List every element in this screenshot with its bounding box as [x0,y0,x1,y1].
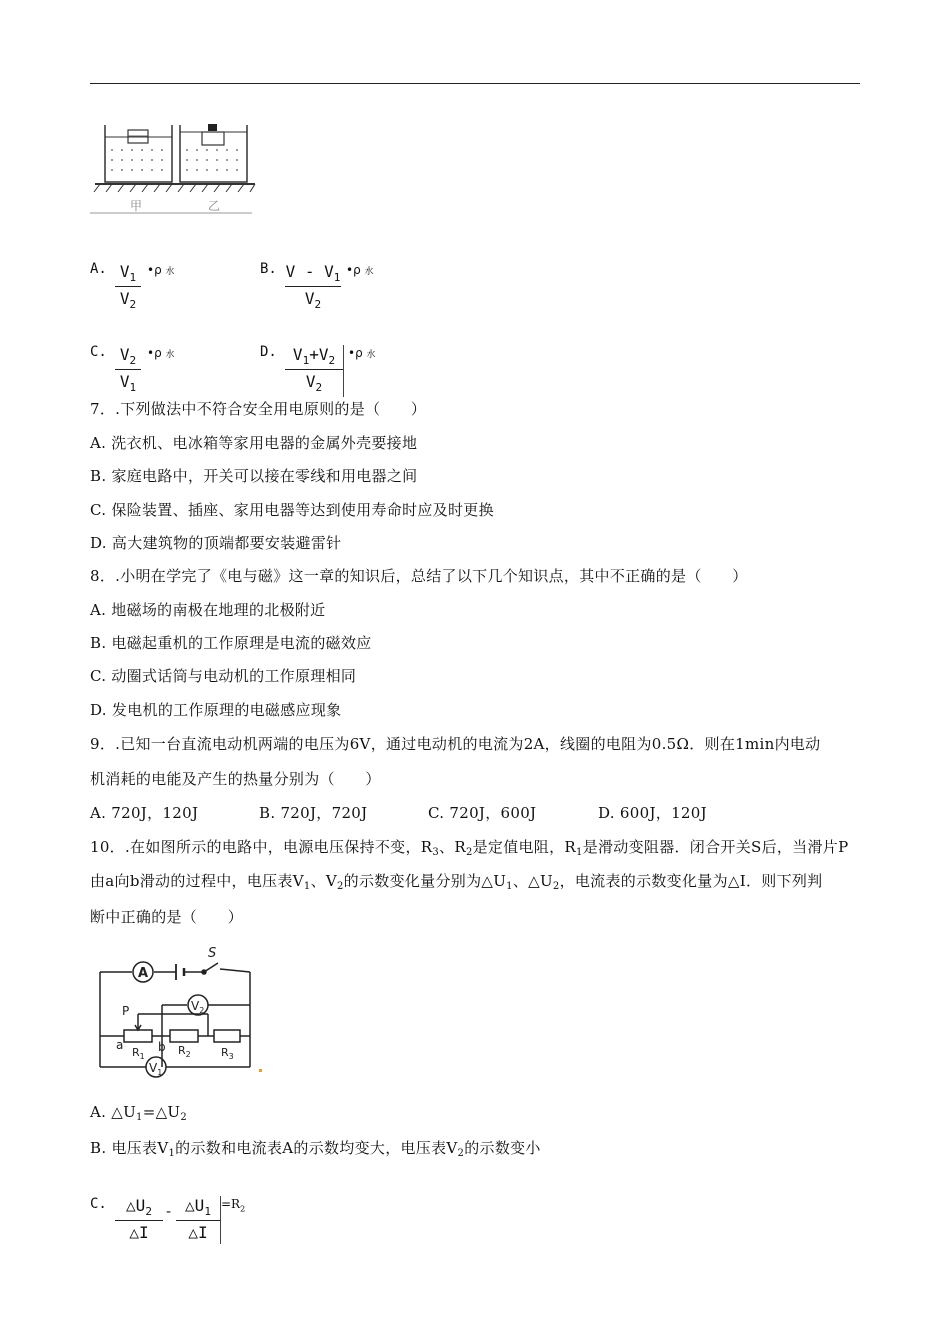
q6-option-b-rho: •ρ 水 [346,263,374,277]
q6-option-c-label[interactable]: C. [90,344,107,360]
q7-option-a[interactable]: A. 洗衣机、电冰箱等家用电器的金属外壳要接地 [90,434,418,452]
r3-label: $R_3$ [221,1046,234,1061]
q10-stem-line1: 10．.在如图所示的电路中，电源电压保持不变，$R_3$、$R_2$是定值电阻，$R_1$是滑动变阻器．闭合开关S后，当滑片P [90,838,849,858]
q7-option-d[interactable]: D. 高大建筑物的顶端都要安装避雷针 [90,534,342,552]
q10-option-c-minus: - [166,1202,172,1220]
stray-mark [259,1069,262,1072]
q10-stem-line2: 由a向b滑动的过程中，电压表$V_1$、$V_2$的示数变化量分别为$\triangle U_1$、$\triangle U_2$，电流表的示数变化量为△I．则下列判 [90,872,823,892]
q6-option-a-fraction: $V_1$ $V_2$ [115,262,141,311]
q6-option-b-label[interactable]: B. [260,261,277,277]
q6-option-d-rho: •ρ 水 [348,346,376,360]
q10-option-a[interactable]: A. $\triangle U_1=\triangle U_2$ [90,1103,188,1123]
q7-option-c[interactable]: C. 保险装置、插座、家用电器等达到使用寿命时应及时更换 [90,501,494,519]
q7-option-b[interactable]: B. 家庭电路中，开关可以接在零线和用电器之间 [90,467,418,485]
slider-p-label: P [122,1004,130,1018]
q6-option-d-label[interactable]: D. [260,344,277,360]
q6-containers-figure [90,110,260,218]
q9-option-a[interactable]: A. 720J，120J [90,804,199,822]
header-rule [90,83,860,84]
q8-option-b[interactable]: B. 电磁起重机的工作原理是电流的磁效应 [90,634,372,652]
q8-option-a[interactable]: A. 地磁场的南极在地理的北极附近 [90,601,326,619]
q8-option-d[interactable]: D. 发电机的工作原理的电磁感应现象 [90,701,342,719]
figure-label-yi: 乙 [208,199,221,213]
q9-option-b[interactable]: B. 720J，720J [259,804,368,822]
q8-option-c[interactable]: C. 动圈式话筒与电动机的工作原理相同 [90,667,357,685]
q10-option-b[interactable]: B. 电压表$V_1$的示数和电流表A的示数均变大，电压表$V_2$的示数变小 [90,1139,541,1159]
q6-option-b-fraction: V - $V_1$ $V_2$ [285,262,341,312]
q10-stem-line3: 断中正确的是（ ） [90,908,244,926]
ammeter-label: A [138,966,149,981]
q6-option-d-edge [343,345,344,397]
r2-label: $R_2$ [178,1044,191,1059]
r1-label: $R_1$ [132,1046,145,1061]
switch-label: S [208,946,217,961]
q6-option-a-label[interactable]: A. [90,261,107,277]
terminal-a-label: a [116,1038,124,1052]
v2-label: $V_2$ [191,999,205,1015]
q6-option-c-rho: •ρ 水 [147,346,175,360]
q9-stem-line1: 9．.已知一台直流电动机两端的电压为6V，通过电动机的电流为2A，线圈的电阻为0.5Ω．则在1min内电动 [90,735,821,753]
q7-stem: 7．.下列做法中不符合安全用电原则的是（ ） [90,400,427,418]
terminal-b-label: b [158,1040,166,1054]
q9-stem-line2: 机消耗的电能及产生的热量分别为（ ） [90,770,381,788]
q10-option-c-fraction-2: $\triangle U_1$ △I [176,1196,220,1242]
v1-label: $V_1$ [149,1061,163,1077]
q6-option-a-rho: •ρ 水 [147,263,175,277]
q6-option-d-fraction: $V_1+V_2$ $V_2$ [285,345,343,394]
q10-circuit-diagram [90,945,265,1080]
q6-option-c-fraction: $V_2$ $V_1$ [115,345,141,394]
q9-option-d[interactable]: D. 600J，120J [598,804,707,822]
q10-option-c-fraction-1: $\triangle U_2$ △I [115,1196,163,1242]
q8-stem: 8．.小明在学完了《电与磁》这一章的知识后，总结了以下几个知识点，其中不正确的是（ ） [90,567,748,585]
q10-option-c-label[interactable]: C. [90,1196,107,1212]
q10-option-c-rhs: $=R_2$ [221,1197,246,1214]
q9-option-c[interactable]: C. 720J，600J [428,804,537,822]
figure-label-jia: 甲 [130,199,143,213]
